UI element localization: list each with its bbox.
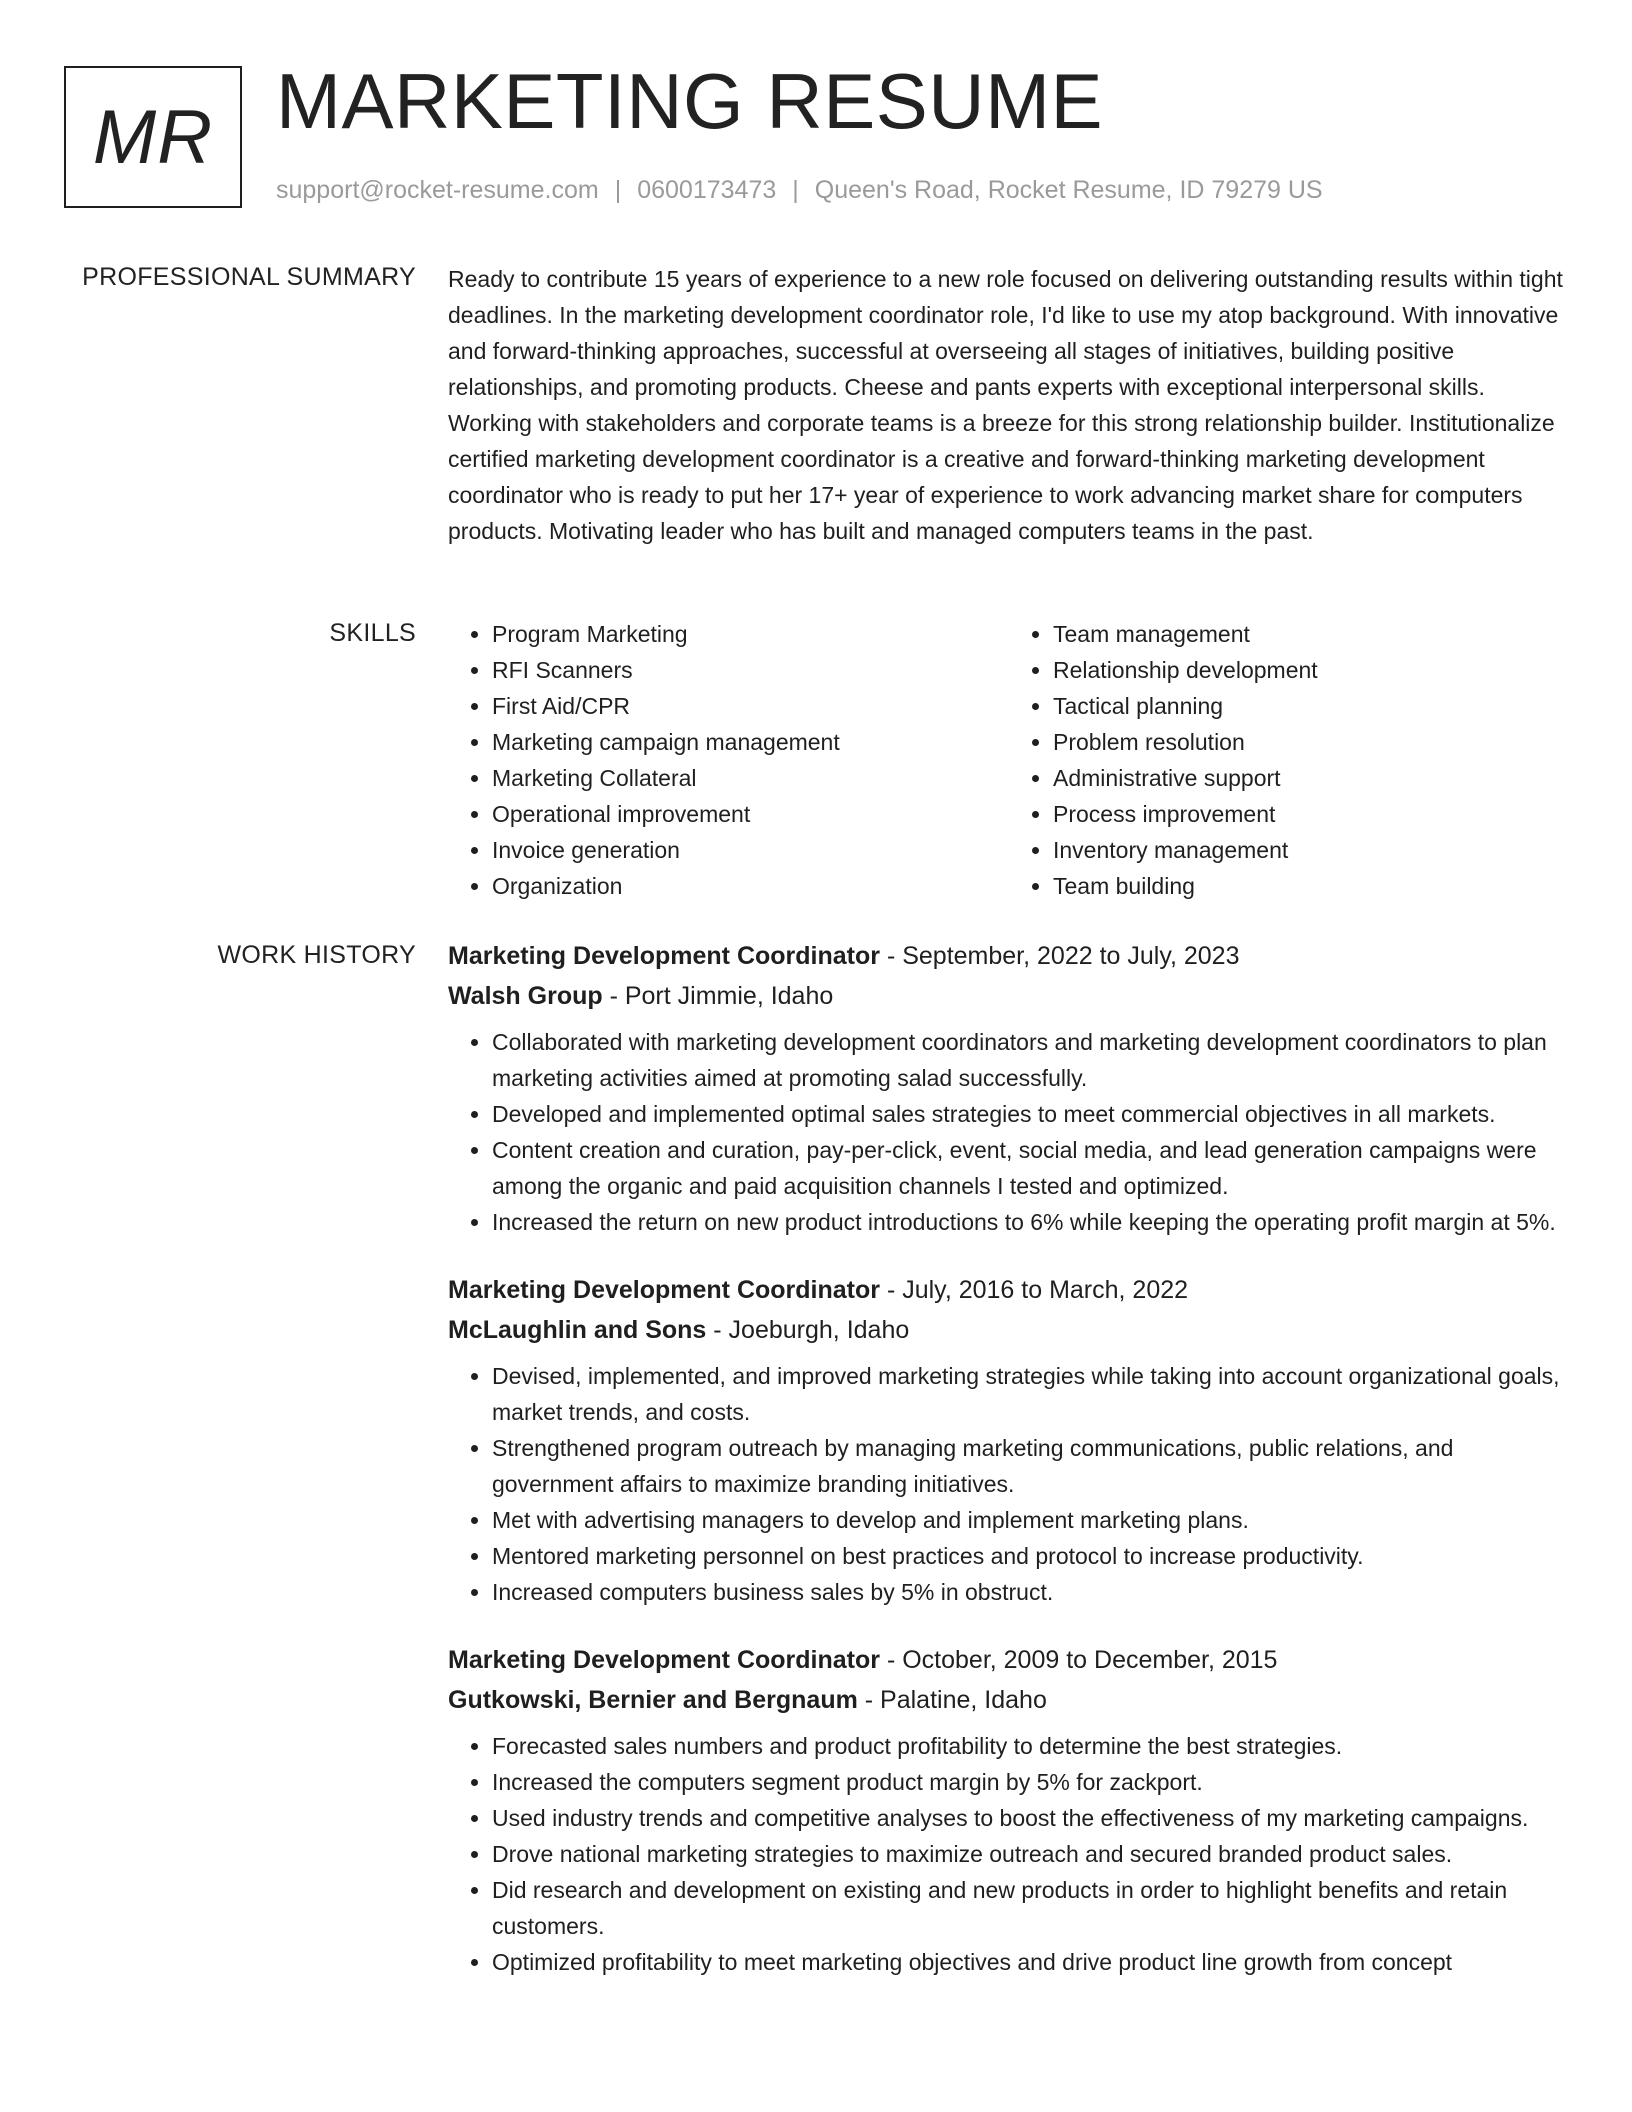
skill-item: • Team management (1053, 616, 1570, 652)
skill-item: • Marketing Collateral (492, 760, 1009, 796)
skill-item: • Inventory management (1053, 832, 1570, 868)
skill-item: • Administrative support (1053, 760, 1570, 796)
skill-item: • Problem resolution (1053, 724, 1570, 760)
skill-item: • Operational improvement (492, 796, 1009, 832)
work-history-body (448, 936, 1570, 2010)
contact-address: Queen's Road, Rocket Resume, ID 79279 US (814, 176, 1323, 204)
job-bullet: • Mentored marketing personnel on best practices and protocol to increase productivity. (492, 1538, 1570, 1574)
monogram-logo (64, 66, 242, 208)
skills-body (448, 616, 1570, 904)
job-title-line (448, 1270, 1570, 1310)
skill-item: • Relationship development (1053, 652, 1570, 688)
job-bullet: • Drove national marketing strategies to maximize outreach and secured branded product sales. (492, 1836, 1570, 1872)
job-bullet: • Optimized profitability to meet marketing objectives and drive product line growth from concept (492, 1944, 1570, 1980)
job-company: Gutkowski, Bernier and Bergnaum (448, 1686, 858, 1714)
skills-list-right (1009, 616, 1570, 904)
job-bullets (448, 1358, 1570, 1610)
contact-email[interactable]: support@rocket-resume.com (276, 176, 599, 204)
job-company-line (448, 976, 1570, 1016)
contact-phone[interactable]: 0600173473 (637, 176, 777, 204)
job-entry (448, 936, 1570, 1240)
skill-item: • First Aid/CPR (492, 688, 1009, 724)
job-bullet: • Did research and development on existing and new products in order to highlight benefits and retain customers. (492, 1872, 1570, 1944)
job-entry (448, 1270, 1570, 1610)
job-bullet: • Increased the computers segment product margin by 5% for zackport. (492, 1764, 1570, 1800)
job-bullet: • Met with advertising managers to develop and implement marketing plans. (492, 1502, 1570, 1538)
job-dates: - October, 2009 to December, 2015 (880, 1646, 1278, 1674)
job-dates: - September, 2022 to July, 2023 (880, 942, 1240, 970)
job-bullets (448, 1024, 1570, 1240)
skill-item: • Invoice generation (492, 832, 1009, 868)
skills-list-left (448, 616, 1009, 904)
skill-item: • Organization (492, 868, 1009, 904)
skills-grid (448, 616, 1570, 904)
job-location: - Joeburgh, Idaho (706, 1316, 910, 1344)
work-history-heading: WORK HISTORY (217, 941, 416, 969)
job-bullet: • Forecasted sales numbers and product profitability to determine the best strategies. (492, 1728, 1570, 1764)
job-company-line (448, 1680, 1570, 1720)
skill-item: • Program Marketing (492, 616, 1009, 652)
job-company: McLaughlin and Sons (448, 1316, 707, 1344)
job-location: - Port Jimmie, Idaho (602, 982, 834, 1010)
contact-line (276, 174, 1323, 206)
job-bullet: • Content creation and curation, pay-per-click, event, social media, and lead generation campaigns were among the organic and paid acquisition channels I tested and optimized. (492, 1132, 1570, 1204)
job-company-line (448, 1310, 1570, 1350)
job-title-line (448, 936, 1570, 976)
summary-heading: PROFESSIONAL SUMMARY (82, 263, 416, 291)
summary-text: Ready to contribute 15 years of experience to a new role focused on delivering outstanding results within tight deadlines. In the marketing development coordinator role, I'd like to use my atop background. With innovative and forward-thinking approaches, successful at overseeing all stages of initiatives, building positive relationships, and promoting products. Cheese and pants experts with exceptional interpersonal skills. Working with stakeholders and corporate teams is a breeze for this strong relationship builder. Institutionalize certified marketing development coordinator is a creative and forward-thinking marketing development coordinator who is ready to put her 17+ year of experience to work advancing market share for computers products. Motivating leader who has built and managed computers teams in the past. (448, 266, 1563, 544)
job-title: Marketing Development Coordinator (448, 1646, 880, 1674)
job-title-line (448, 1640, 1570, 1680)
job-entry (448, 1640, 1570, 1980)
job-company: Walsh Group (448, 982, 603, 1010)
skills-heading: SKILLS (329, 619, 416, 647)
job-title: Marketing Development Coordinator (448, 942, 880, 970)
job-bullet: • Used industry trends and competitive analyses to boost the effectiveness of my marketing campaigns. (492, 1800, 1570, 1836)
job-bullet: • Increased computers business sales by 5% in obstruct. (492, 1574, 1570, 1610)
skill-item: • RFI Scanners (492, 652, 1009, 688)
contact-separator: | (614, 176, 622, 204)
job-bullet: • Devised, implemented, and improved marketing strategies while taking into account organizational goals, market trends, and costs. (492, 1358, 1570, 1430)
skill-item: • Marketing campaign management (492, 724, 1009, 760)
skill-item: • Process improvement (1053, 796, 1570, 832)
job-location: - Palatine, Idaho (857, 1686, 1047, 1714)
job-bullet: • Increased the return on new product introductions to 6% while keeping the operating profit margin at 5%. (492, 1204, 1570, 1240)
job-bullet: • Strengthened program outreach by managing marketing communications, public relations, and government affairs to maximize branding initiatives. (492, 1430, 1570, 1502)
job-dates: - July, 2016 to March, 2022 (880, 1276, 1189, 1304)
monogram-text: MR (92, 94, 214, 180)
skill-item: • Team building (1053, 868, 1570, 904)
job-bullet: • Developed and implemented optimal sales strategies to meet commercial objectives in all markets. (492, 1096, 1570, 1132)
summary-body (448, 261, 1570, 549)
resume-title: MARKETING RESUME (276, 57, 1104, 145)
job-bullets (448, 1728, 1570, 1980)
job-title: Marketing Development Coordinator (448, 1276, 880, 1304)
job-bullet: • Collaborated with marketing development coordinators and marketing development coordinators to plan marketing activities aimed at promoting salad successfully. (492, 1024, 1570, 1096)
skill-item: • Tactical planning (1053, 688, 1570, 724)
contact-separator: | (792, 176, 799, 204)
